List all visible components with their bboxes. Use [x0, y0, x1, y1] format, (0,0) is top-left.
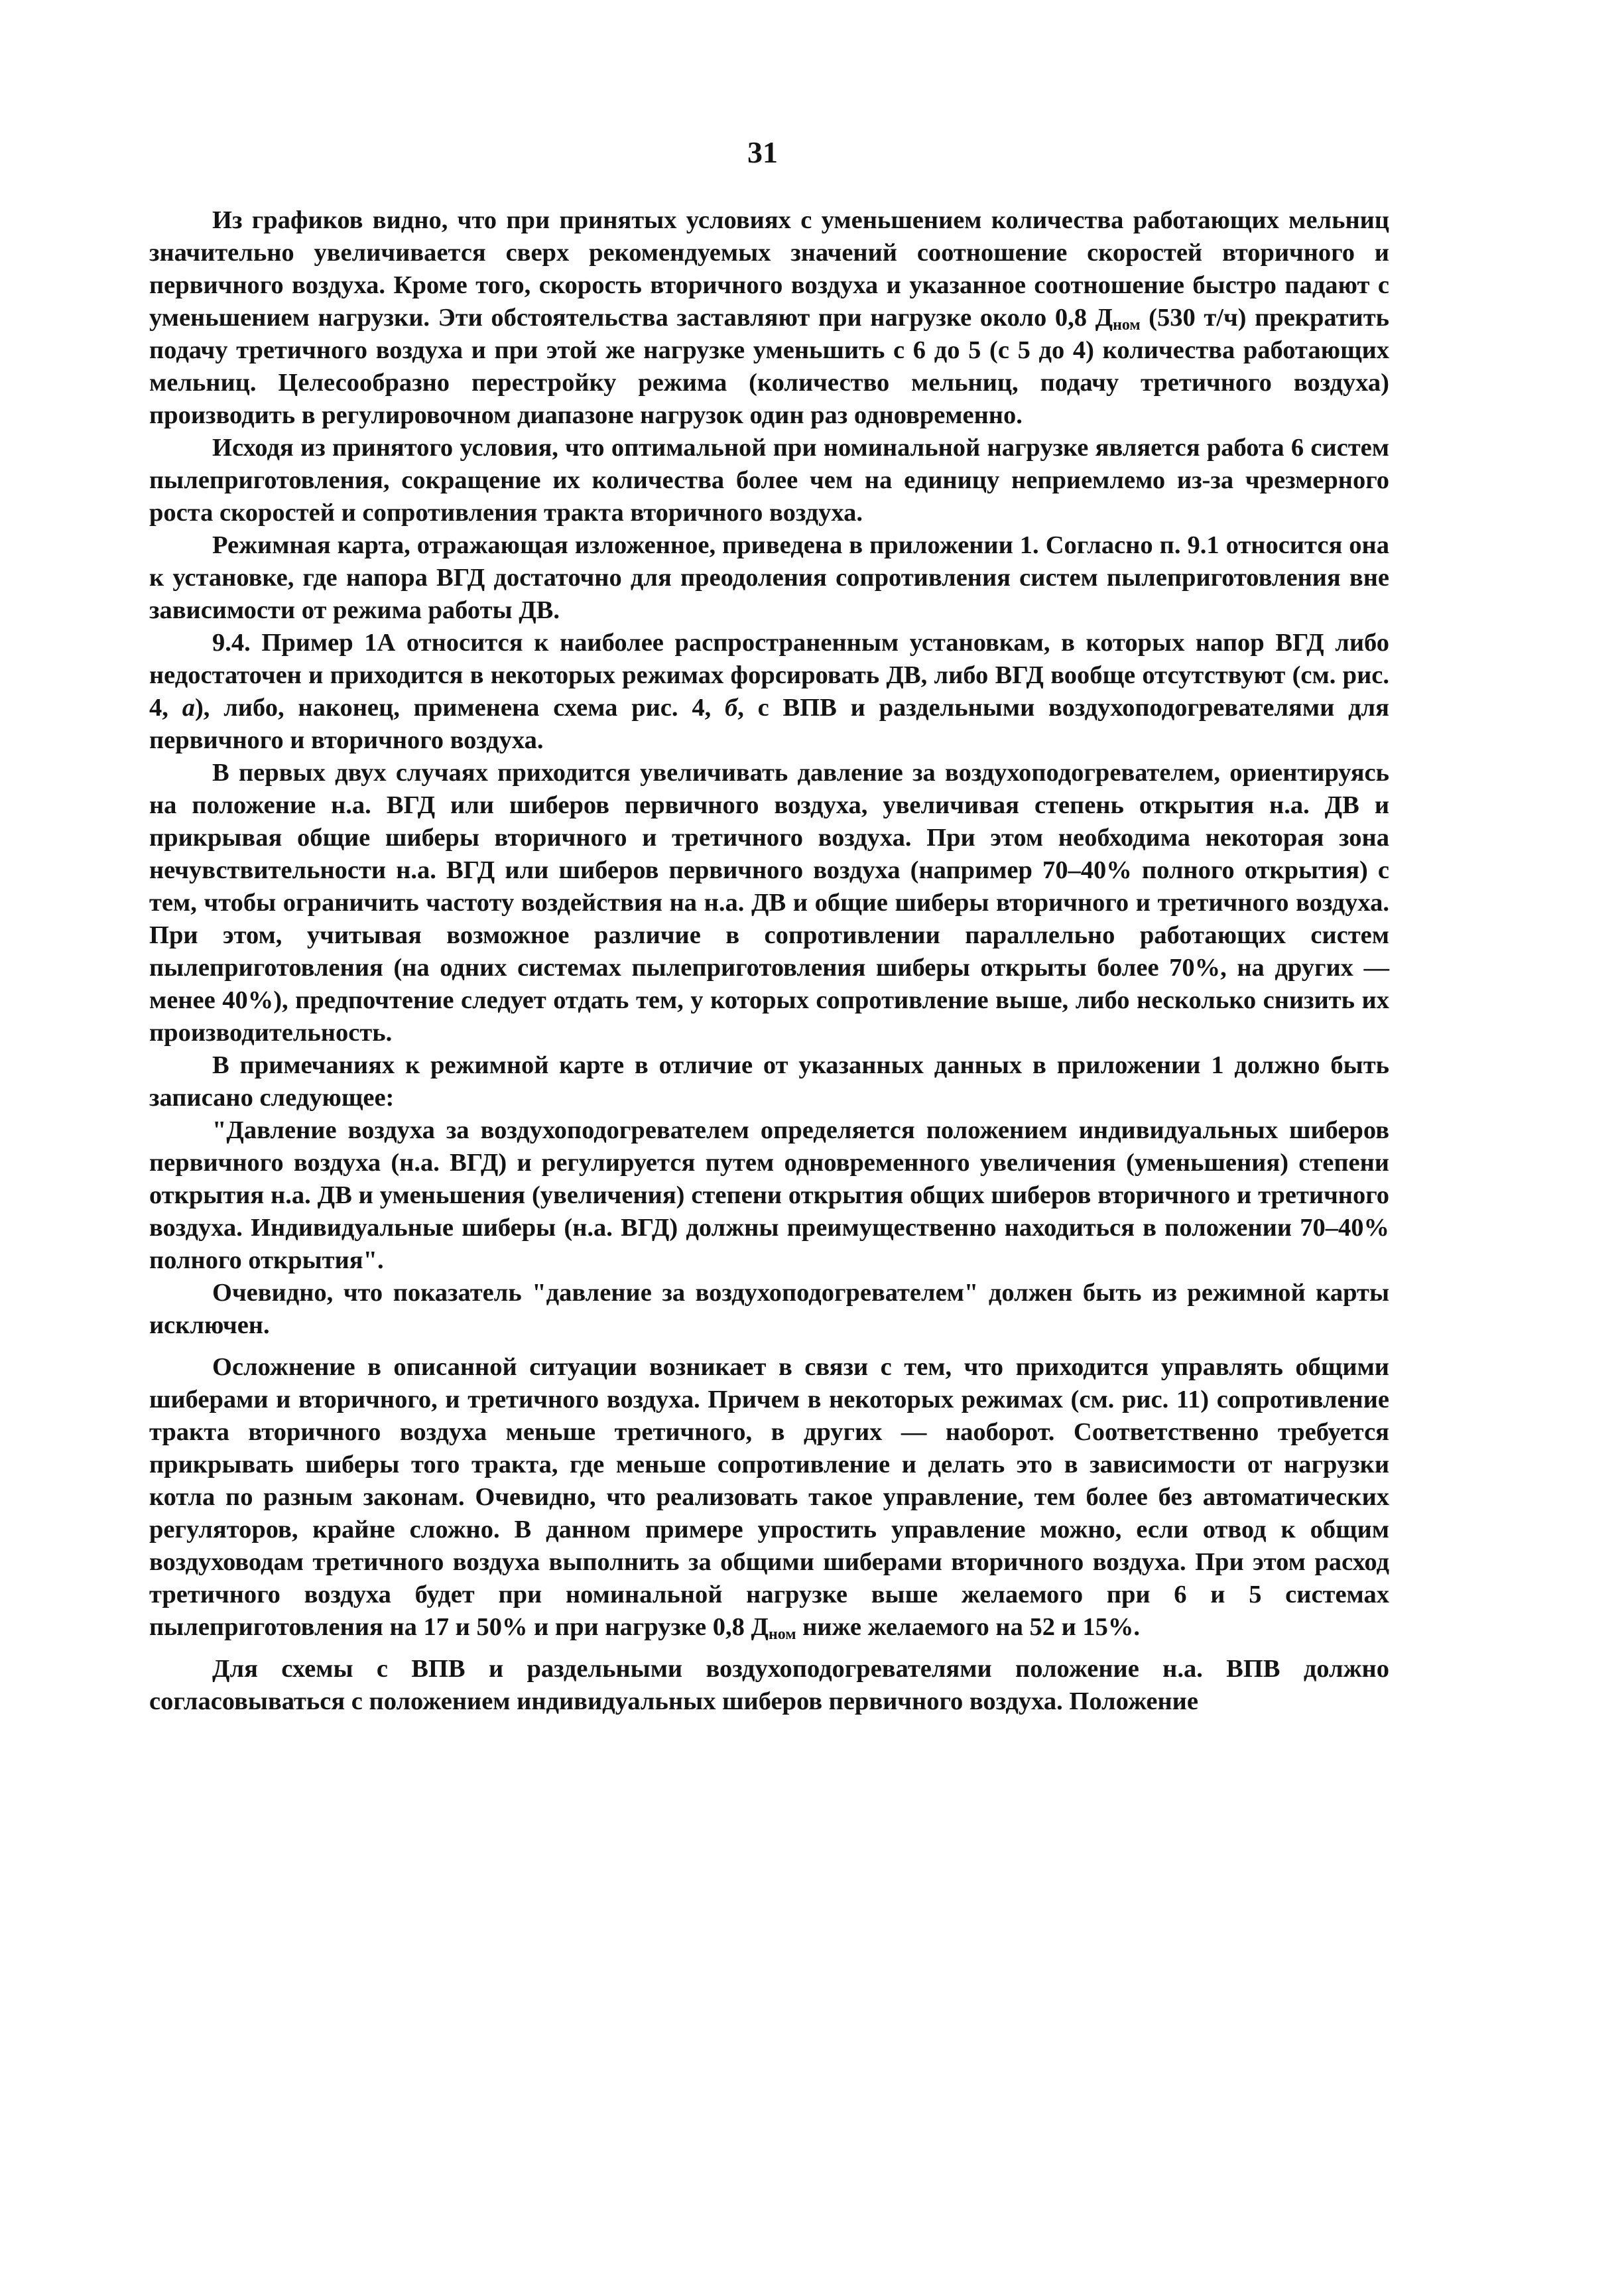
paragraph-p1: Из графиков видно, что при принятых условиях с уменьшением количества работающих мельниц значительно увеличивается сверх рекомендуемых значений соотношение скоростей вторичного и первичного воздуха. Кроме того, скорость вторичного воздуха и указанное соотношение быстро падают с уменьшением нагрузки. Эти обстоятельства заставляют при нагрузке около 0,8 $Д_{ном}$ (530 т/ч) прекратить подачу третичного воздуха и при этой же нагрузке уменьшить с 6 до 5 (с 5 до 4) количества работающих мельниц. Целесообразно перестройку режима (количество мельниц, подачу третичного воздуха) производить в регулировочном диапазоне нагрузок один раз одновременно.	[149, 206, 1389, 429]
paragraph-p10: Для схемы с ВПВ и раздельными воздухоподогревателями положение н.а. ВПВ должно согласовываться с положением индивидуальных шиберов первичного воздуха. Положение	[149, 1655, 1389, 1715]
italic-reference: б	[725, 694, 738, 722]
paragraph-p7: "Давление воздуха за воздухоподогревателем определяется положением индивидуальных шиберов первичного воздуха (н.а. ВГД) и регулируется путем одновременного увеличения (уменьшения) степени открытия н.а. ДВ и уменьшения (увеличения) степени открытия общих шиберов вторичного и третичного воздуха. Индивидуальные шиберы (н.а. ВГД) должны преимущественно находиться в положении 70–40% полного открытия".	[149, 1116, 1389, 1274]
paragraph-p3: Режимная карта, отражающая изложенное, приведена в приложении 1. Согласно п. 9.1 относится она к установке, где напора ВГД достаточно для преодоления сопротивления систем пылеприготовления вне зависимости от режима работы ДВ.	[149, 531, 1389, 624]
body-text	[149, 204, 1389, 1718]
italic-reference: а	[182, 694, 195, 722]
paragraph-p4: 9.4. Пример 1А относится к наиболее распространенным установкам, в которых напор ВГД либо недостаточен и приходится в некоторых режимах форсировать ДВ, либо ВГД вообще отсутствуют (см. рис. 4, а), либо, наконец, применена схема рис. 4, б, с ВПВ и раздельными воздухоподогревателями для первичного и вторичного воздуха.	[149, 629, 1389, 754]
subscript: ном	[769, 1625, 796, 1643]
subscript: ном	[1113, 316, 1141, 334]
paragraph-p9: Осложнение в описанной ситуации возникает в связи с тем, что приходится управлять общими шиберами и вторичного, и третичного воздуха. Причем в некоторых режимах (см. рис. 11) сопротивление тракта вторичного воздуха меньше третичного, в других — наоборот. Соответственно требуется прикрывать шиберы того тракта, где меньше сопротивление и делать это в зависимости от нагрузки котла по разным законам. Очевидно, что реализовать такое управление, тем более без автоматических регуляторов, крайне сложно. В данном примере упростить управление можно, если отвод к общим воздуховодам третичного воздуха выполнить за общими шиберами вторичного воздуха. При этом расход третичного воздуха будет при номинальной нагрузке выше желаемого при 6 и 5 системах пылеприготовления на 17 и 50% и при нагрузке 0,8 $Д_{ном}$ ниже желаемого на 52 и 15%.	[149, 1353, 1389, 1643]
paragraph-p5: В первых двух случаях приходится увеличивать давление за воздухоподогревателем, ориентируясь на положение н.а. ВГД или шиберов первичного воздуха, увеличивая степень открытия н.а. ДВ и прикрывая общие шиберы вторичного и третичного воздуха. При этом необходима некоторая зона нечувствительности н.а. ВГД или шиберов первичного воздуха (например 70–40% полного открытия) с тем, чтобы ограничить частоту воздействия на н.а. ДВ и общие шиберы вторичного и третичного воздуха. При этом, учитывая возможное различие в сопротивлении параллельно работающих систем пылеприготовления (на одних системах пылеприготовления шиберы открыты более 70%, на других — менее 40%), предпочтение следует отдать тем, у которых сопротивление выше, либо несколько снизить их производительность.	[149, 759, 1389, 1047]
paragraph-p8: Очевидно, что показатель "давление за воздухоподогревателем" должен быть из режимной карты исключен.	[149, 1279, 1389, 1339]
paragraph-p2: Исходя из принятого условия, что оптимальной при номинальной нагрузке является работа 6 систем пылеприготовления, сокращение их количества более чем на единицу неприемлемо из-за чрезмерного роста скоростей и сопротивления тракта вторичного воздуха.	[149, 434, 1389, 527]
paragraph-p6: В примечаниях к режимной карте в отличие от указанных данных в приложении 1 должно быть записано следующее:	[149, 1051, 1389, 1112]
page-number: 31	[747, 135, 778, 169]
